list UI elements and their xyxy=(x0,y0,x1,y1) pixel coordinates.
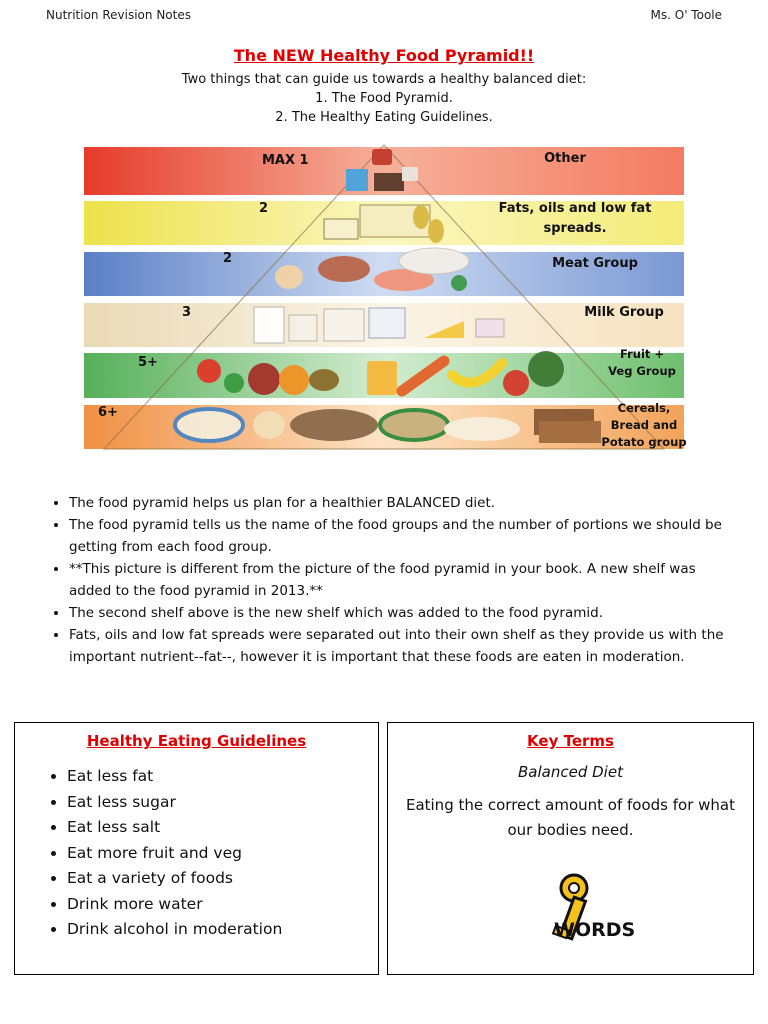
guideline-item: • Eat more fruit and veg xyxy=(67,841,378,867)
guideline-item: • Drink alcohol in moderation xyxy=(67,917,378,943)
shelf-name-fats-line-2: spreads. xyxy=(543,221,607,236)
shelf-portions-fats: 2 xyxy=(259,201,269,216)
shelf-name-cereals-line-3: Potato group xyxy=(601,435,687,449)
note-item: • The food pyramid helps us plan for a healthier BALANCED diet. xyxy=(69,492,724,514)
pyramid-notes xyxy=(44,492,724,668)
key-icon-word: WORDS xyxy=(554,919,636,941)
shelf-portions-cereals: 6+ xyxy=(98,405,118,420)
header-right: Ms. O' Toole xyxy=(650,8,722,22)
key-term: Balanced Diet xyxy=(518,763,623,781)
shelf-portions-milk: 3 xyxy=(182,305,192,320)
shelf-name-fruitveg-line-1: Fruit + xyxy=(619,347,665,361)
intro xyxy=(0,70,768,127)
guideline-item: • Eat a variety of foods xyxy=(67,866,378,892)
guidelines-title: Healthy Eating Guidelines xyxy=(86,732,307,750)
note-item: • The food pyramid tells us the name of the food groups and the number of portions we should be getting from each food group. xyxy=(69,514,724,558)
shelf-name-fats-line-1: Fats, oils and low fat xyxy=(498,201,652,216)
guideline-item: • Eat less fat xyxy=(67,764,378,790)
key-terms-box xyxy=(387,722,754,975)
guideline-item: • Eat less salt xyxy=(67,815,378,841)
page-title: The NEW Healthy Food Pyramid!! xyxy=(233,46,535,65)
shelf-name-fruitveg-line-2: Veg Group xyxy=(608,364,676,378)
shelf-name-cereals-line-1: Cereals, xyxy=(617,401,671,415)
shelf-name-fats xyxy=(480,199,670,239)
shelf-portions-fruitveg: 5+ xyxy=(138,355,158,370)
shelf-portions-meat: 2 xyxy=(223,251,233,266)
header-left: Nutrition Revision Notes xyxy=(46,8,191,22)
guideline-item: • Eat less sugar xyxy=(67,790,378,816)
guidelines-box xyxy=(14,722,379,975)
intro-item-2: 2. The Healthy Eating Guidelines. xyxy=(275,110,493,125)
intro-item-1: 1. The Food Pyramid. xyxy=(315,91,453,106)
shelf-name-meat: Meat Group xyxy=(552,256,638,271)
food-pyramid-illustration xyxy=(84,143,684,451)
shelf-name-milk: Milk Group xyxy=(584,305,664,320)
shelf-name-fruitveg xyxy=(600,346,684,380)
intro-line: Two things that can guide us towards a healthy balanced diet: xyxy=(181,72,587,87)
key-terms-title: Key Terms xyxy=(527,732,614,750)
shelf-name-cereals xyxy=(600,400,688,451)
shelf-name-cereals-line-2: Bread and xyxy=(610,418,678,432)
note-item: • **This picture is different from the picture of the food pyramid in your book. A new shelf was added to the food pyramid in 2013.** xyxy=(69,558,724,602)
shelf-portions-other: MAX 1 xyxy=(262,153,309,168)
guideline-item: • Drink more water xyxy=(67,892,378,918)
food-pyramid xyxy=(84,143,687,451)
note-item: • The second shelf above is the new shelf which was added to the food pyramid. xyxy=(69,602,724,624)
key-term-definition: Eating the correct amount of foods for what our bodies need. xyxy=(405,796,736,839)
note-item: • Fats, oils and low fat spreads were separated out into their own shelf as they provide us with the important nutrient--fat--, however it is important that these foods are eaten in moderation. xyxy=(69,624,724,668)
shelf-name-other: Other xyxy=(544,151,586,166)
